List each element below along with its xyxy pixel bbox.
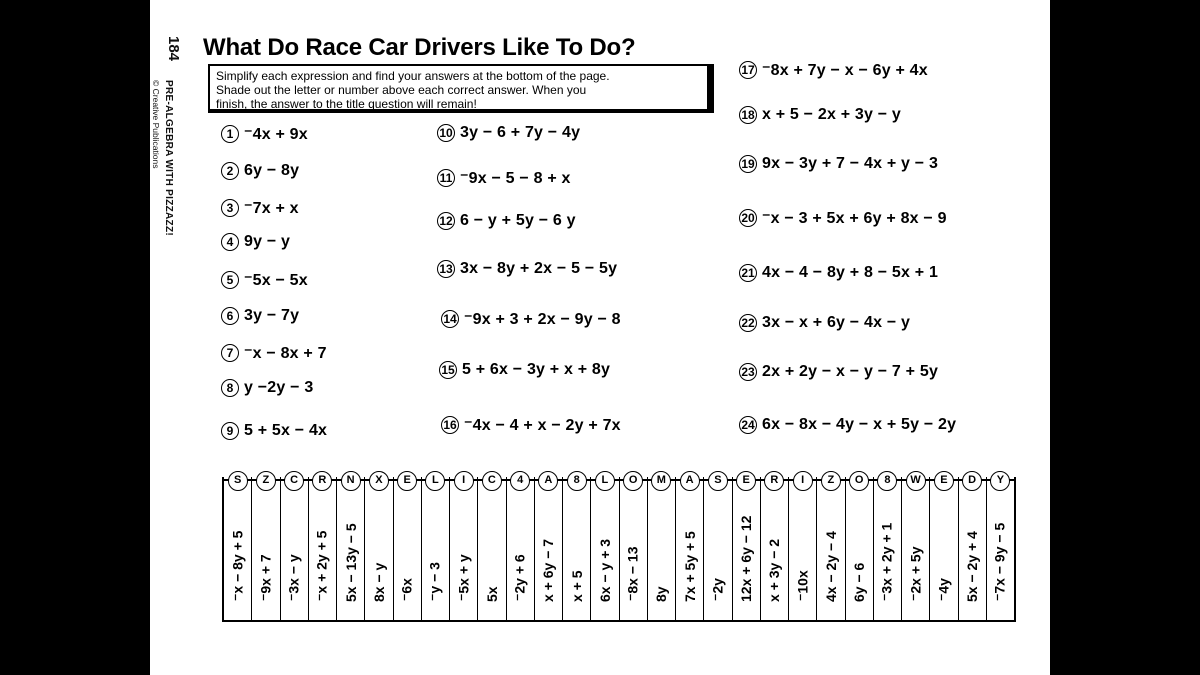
- answer-expression: ⁻y − 3: [426, 562, 443, 601]
- answer-expression: ⁻5x + y: [455, 554, 472, 601]
- answer-expression: ⁻2y + 6: [511, 554, 528, 601]
- instruction-line: Simplify each expression and find your answers at the bottom of the page.: [216, 69, 610, 83]
- problem-number: 20: [739, 209, 757, 227]
- answer-column: [365, 474, 393, 620]
- page-number: 184: [165, 36, 182, 62]
- answer-column: [281, 474, 309, 620]
- answer-letter: A: [538, 471, 558, 491]
- answer-column: [733, 474, 761, 620]
- page-title: What Do Race Car Drivers Like To Do?: [203, 34, 636, 61]
- problem-number: 19: [739, 155, 757, 173]
- problem-expression: 3y − 6 + 7y − 4y: [460, 124, 581, 141]
- problem-number: 24: [739, 416, 757, 434]
- problem-expression: 4x − 4 − 8y + 8 − 5x + 1: [762, 264, 939, 281]
- answer-expression: ⁻9x + 7: [257, 554, 274, 601]
- problem-expression: ⁻4x + 9x: [244, 126, 308, 143]
- answer-column: [817, 474, 845, 620]
- answer-letter: C: [482, 471, 502, 491]
- answer-expression: 4x − 2y − 4: [822, 531, 839, 602]
- problem-number: 23: [739, 363, 757, 381]
- answer-column: [930, 474, 958, 620]
- answer-letter: D: [962, 471, 982, 491]
- answer-column: [309, 474, 337, 620]
- answer-expression: x + 3y − 2: [766, 538, 783, 602]
- problem-expression: ⁻5x − 5x: [244, 272, 308, 289]
- problem-expression: 6 − y + 5y − 6 y: [460, 212, 576, 229]
- answer-expression: ⁻x − 8y + 5: [229, 530, 246, 601]
- answer-expression: 6y − 6: [851, 562, 868, 602]
- answer-column: [591, 474, 619, 620]
- answer-letter: S: [708, 471, 728, 491]
- answer-expression: ⁻3x + 2y + 1: [878, 522, 895, 601]
- answer-column: [507, 474, 535, 620]
- problem-item: [221, 422, 327, 440]
- answer-expression: 8y: [653, 586, 670, 602]
- answer-expression: 6x − y + 3: [596, 538, 613, 602]
- problem-expression: 5 + 5x − 4x: [244, 422, 328, 439]
- problem-item: [439, 361, 610, 379]
- problem-item: [739, 60, 928, 80]
- answer-strip: [222, 474, 1016, 622]
- problem-number: 8: [221, 379, 239, 397]
- series-title: PRE-ALGEBRA WITH PIZZAZZ!: [163, 80, 174, 237]
- problem-expression: 2x + 2y − x − y − 7 + 5y: [762, 363, 939, 380]
- problem-expression: 5 + 6x − 3y + x + 8y: [462, 361, 611, 378]
- answer-expression: ⁻2y: [709, 578, 726, 601]
- problem-number: 3: [221, 199, 239, 217]
- problem-item: [221, 124, 308, 144]
- answer-expression: ⁻x + 2y + 5: [313, 530, 330, 601]
- answer-column: [252, 474, 280, 620]
- problem-expression: ⁻9x + 3 + 2x − 9y − 8: [464, 311, 621, 328]
- problem-item: [221, 343, 327, 363]
- answer-expression: 5x: [483, 586, 500, 602]
- answer-expression: ⁻4y: [935, 578, 952, 601]
- problem-number: 5: [221, 271, 239, 289]
- answer-letter: C: [284, 471, 304, 491]
- problem-expression: ⁻8x + 7y − x − 6y + 4x: [762, 62, 928, 79]
- instructions-box: [208, 64, 714, 113]
- problem-item: [441, 415, 621, 435]
- answer-expression: 8x − y: [370, 562, 387, 602]
- answer-letter: X: [369, 471, 389, 491]
- problem-number: 16: [441, 416, 459, 434]
- problem-number: 22: [739, 314, 757, 332]
- problem-item: [437, 124, 580, 142]
- answer-letter: E: [736, 471, 756, 491]
- answer-column: [224, 474, 252, 620]
- problem-number: 7: [221, 344, 239, 362]
- problem-item: [739, 416, 956, 434]
- answer-expression: ⁻8x − 13: [624, 546, 641, 601]
- answer-letter: M: [651, 471, 671, 491]
- answer-letter: R: [312, 471, 332, 491]
- problem-item: [221, 198, 299, 218]
- answer-column: [422, 474, 450, 620]
- problem-number: 13: [437, 260, 455, 278]
- instruction-line: finish, the answer to the title question will remain!: [216, 97, 477, 111]
- answer-letter: Z: [821, 471, 841, 491]
- problem-number: 2: [221, 162, 239, 180]
- problem-number: 4: [221, 233, 239, 251]
- answer-expression: 7x + 5y + 5: [681, 531, 698, 602]
- worksheet-page: [150, 0, 1050, 675]
- answer-letter: L: [425, 471, 445, 491]
- problem-item: [739, 264, 938, 282]
- answer-letter: E: [397, 471, 417, 491]
- problem-expression: x + 5 − 2x + 3y − y: [762, 106, 902, 123]
- answer-letter: O: [623, 471, 643, 491]
- problem-number: 15: [439, 361, 457, 379]
- answer-column: [450, 474, 478, 620]
- answer-column: [563, 474, 591, 620]
- answer-letter: W: [906, 471, 926, 491]
- answer-expression: ⁻6x: [398, 578, 415, 601]
- answer-letter: Y: [990, 471, 1010, 491]
- problem-item: [221, 307, 299, 325]
- problem-expression: y −2y − 3: [244, 379, 314, 396]
- answer-letter: O: [849, 471, 869, 491]
- answer-column: [874, 474, 902, 620]
- problem-number: 10: [437, 124, 455, 142]
- answer-letter: 4: [510, 471, 530, 491]
- problem-number: 9: [221, 422, 239, 440]
- answer-column: [337, 474, 365, 620]
- answer-letter: S: [228, 471, 248, 491]
- answer-expression: ⁻7x − 9y − 5: [991, 522, 1008, 601]
- problem-item: [739, 363, 938, 381]
- problem-item: [441, 309, 621, 329]
- problem-item: [221, 270, 308, 290]
- problem-expression: 6y − 8y: [244, 162, 300, 179]
- answer-column: [789, 474, 817, 620]
- answer-column: [620, 474, 648, 620]
- answer-letter: A: [680, 471, 700, 491]
- problem-item: [739, 314, 910, 332]
- problem-expression: 3x − x + 6y − 4x − y: [762, 314, 911, 331]
- problem-number: 14: [441, 310, 459, 328]
- answer-column: [535, 474, 563, 620]
- answer-column: [478, 474, 506, 620]
- problem-expression: ⁻9x − 5 − 8 + x: [460, 170, 571, 187]
- problem-item: [221, 379, 313, 397]
- copyright-text: © Creative Publications: [151, 80, 161, 169]
- answer-letter: N: [341, 471, 361, 491]
- answer-column: [902, 474, 930, 620]
- answer-column: [987, 474, 1014, 620]
- problem-item: [221, 233, 290, 251]
- answer-expression: ⁻2x + 5y: [907, 546, 924, 601]
- problem-expression: 6x − 8x − 4y − x + 5y − 2y: [762, 416, 957, 433]
- side-caption: [152, 36, 192, 276]
- answer-column: [394, 474, 422, 620]
- problem-item: [739, 106, 901, 124]
- problem-expression: 9y − y: [244, 233, 291, 250]
- problem-number: 12: [437, 212, 455, 230]
- problem-expression: ⁻7x + x: [244, 200, 299, 217]
- answer-letter: R: [764, 471, 784, 491]
- answer-letter: 8: [567, 471, 587, 491]
- problem-number: 11: [437, 169, 455, 187]
- problem-item: [221, 162, 299, 180]
- answer-expression: x + 6y − 7: [540, 538, 557, 602]
- answer-column: [648, 474, 676, 620]
- answer-letter: L: [595, 471, 615, 491]
- answer-column: [846, 474, 874, 620]
- problem-item: [437, 168, 571, 188]
- problem-item: [437, 260, 617, 278]
- answer-column: [761, 474, 789, 620]
- answer-expression: x + 5: [568, 570, 585, 602]
- answer-expression: ⁻3x − y: [285, 554, 302, 601]
- answer-expression: 12x + 6y − 12: [738, 515, 755, 602]
- answer-letter: Z: [256, 471, 276, 491]
- answer-column: [959, 474, 987, 620]
- answer-column: [676, 474, 704, 620]
- problem-expression: ⁻x − 8x + 7: [244, 345, 327, 362]
- problem-number: 17: [739, 61, 757, 79]
- problem-number: 18: [739, 106, 757, 124]
- problem-expression: ⁻x − 3 + 5x + 6y + 8x − 9: [762, 210, 947, 227]
- problem-expression: 9x − 3y + 7 − 4x + y − 3: [762, 155, 939, 172]
- problem-item: [437, 212, 576, 230]
- answer-expression: 5x − 2y + 4: [964, 531, 981, 602]
- problem-expression: ⁻4x − 4 + x − 2y + 7x: [464, 417, 621, 434]
- problem-item: [739, 155, 938, 173]
- answer-letter: 8: [877, 471, 897, 491]
- problem-expression: 3x − 8y + 2x − 5 − 5y: [460, 260, 618, 277]
- answer-letter: I: [454, 471, 474, 491]
- problem-number: 1: [221, 125, 239, 143]
- problem-number: 6: [221, 307, 239, 325]
- answer-letter: E: [934, 471, 954, 491]
- answer-expression: ⁻10x: [794, 570, 811, 601]
- answer-column: [704, 474, 732, 620]
- problem-expression: 3y − 7y: [244, 307, 300, 324]
- answer-letter: I: [793, 471, 813, 491]
- instruction-line: Shade out the letter or number above each correct answer. When you: [216, 83, 587, 97]
- answer-expression: 5x − 13y − 5: [342, 523, 359, 602]
- problem-item: [739, 208, 947, 228]
- problem-number: 21: [739, 264, 757, 282]
